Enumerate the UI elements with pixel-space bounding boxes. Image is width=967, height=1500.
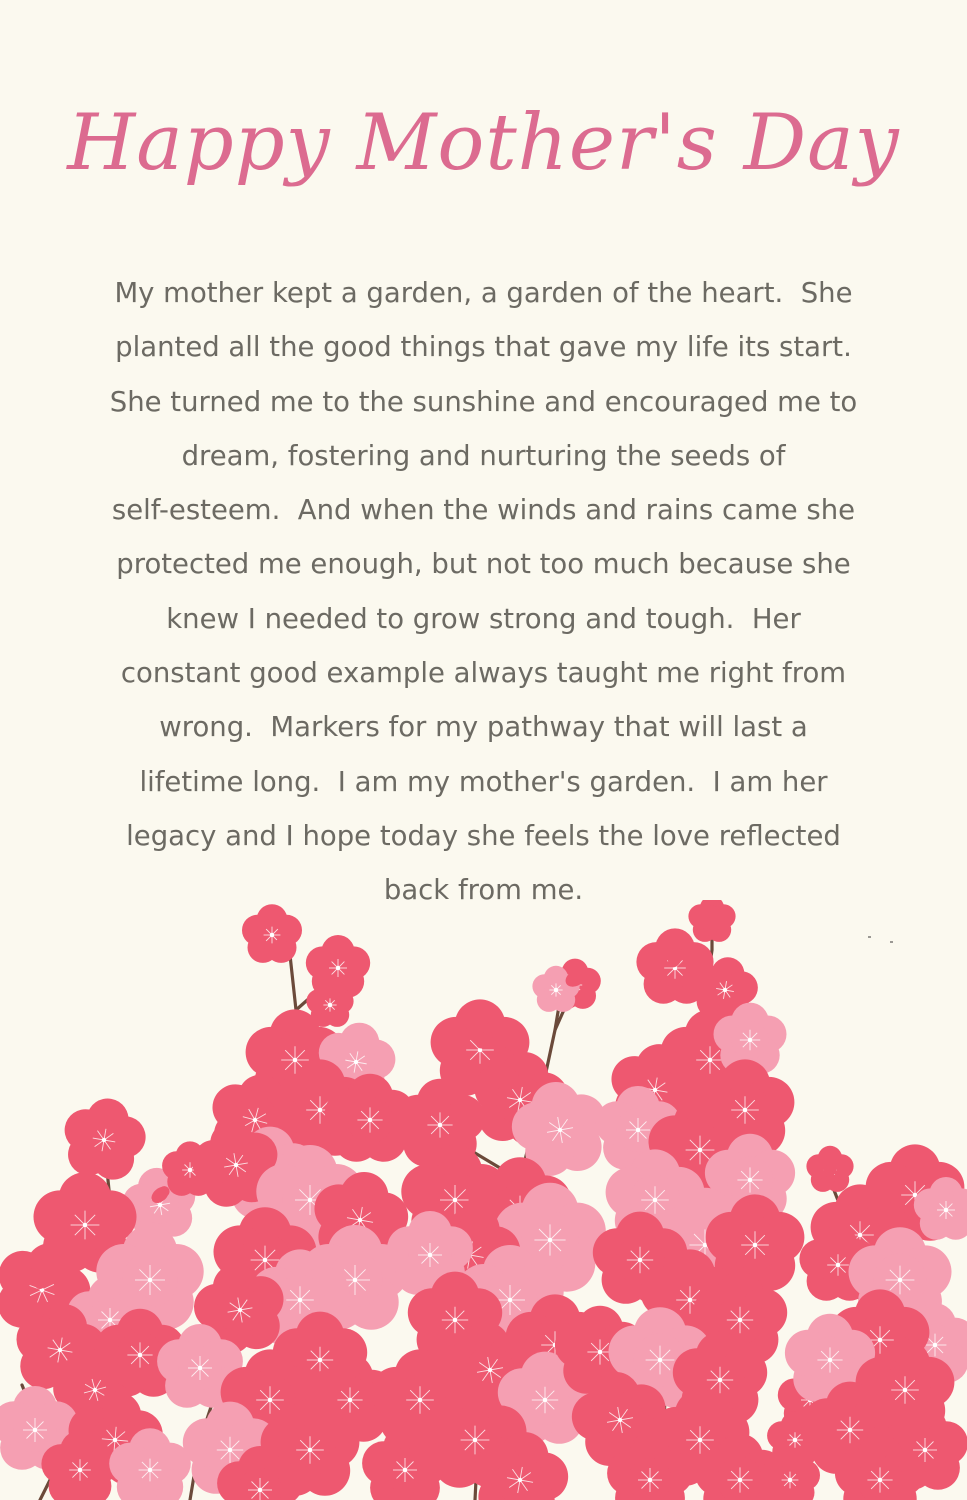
poem-line: legacy and I hope today she feels the love reflected [126,819,841,852]
poem-line: self-esteem. And when the winds and rains came she [111,494,856,527]
paper-speck [868,936,871,938]
poem-line: planted all the good things that gave my life its start. [115,331,852,364]
poem-line: constant good example always taught me right from [120,657,847,690]
poem-line: knew I needed to grow strong and tough. Her [166,602,801,635]
card-title: Happy Mother's Day [67,98,900,188]
poem-line: She turned me to the sunshine and encouraged me to [109,385,858,418]
poem-line: lifetime long. I am my mother's garden. I am her [139,765,828,798]
poem-line: dream, fostering and nurturing the seeds of [181,439,786,472]
poem-line: back from me. [383,874,584,907]
poem-line: My mother kept a garden, a garden of the heart. She [114,277,853,309]
poem-text [80,266,887,918]
blossoms-group [0,900,967,1500]
paper-speck [890,941,893,943]
poem-line: wrong. Markers for my pathway that will last a [159,711,808,744]
poem-line: protected me enough, but not too much because she [116,548,851,581]
cherry-blossom-branches-icon [0,900,967,1500]
